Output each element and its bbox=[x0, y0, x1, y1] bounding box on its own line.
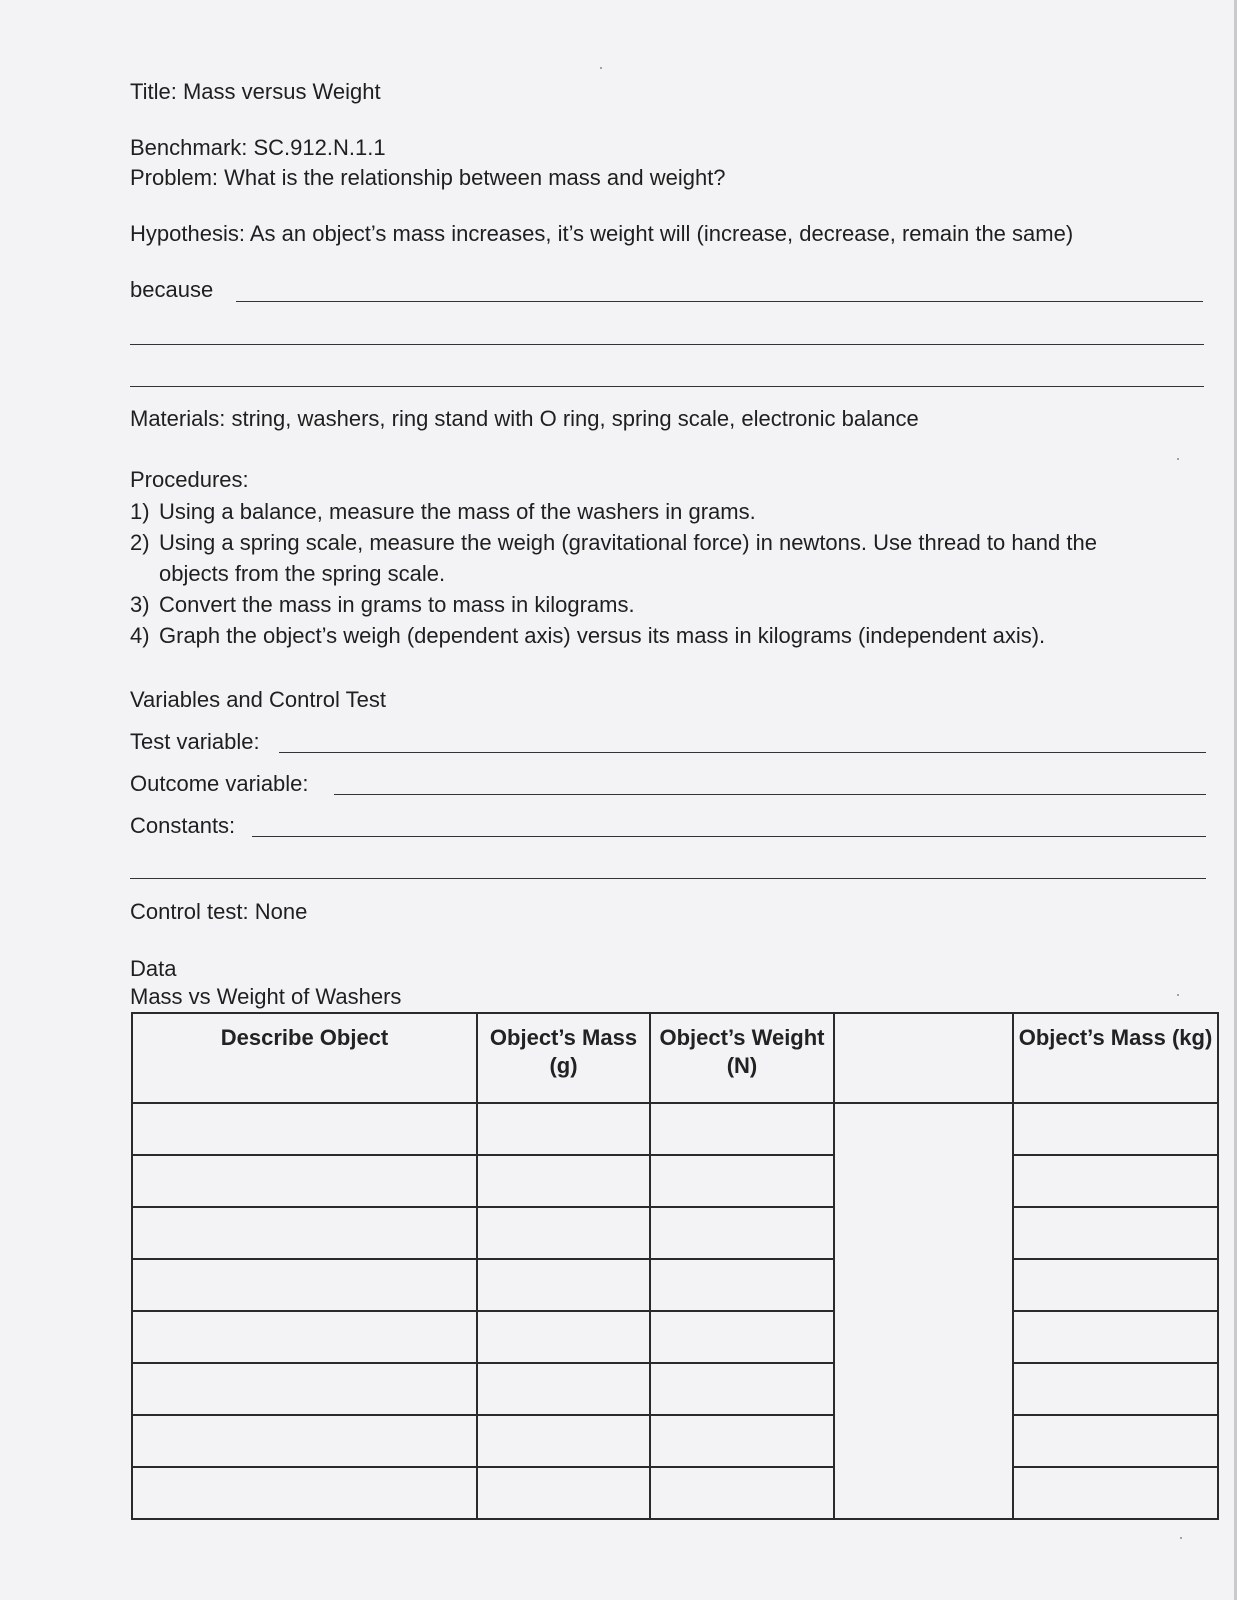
hypothesis-line: Hypothesis: As an object’s mass increases, it’s weight will (increase, decrease, remain the same) bbox=[130, 221, 1074, 246]
cell-mass-kg[interactable] bbox=[1013, 1155, 1218, 1207]
cell-describe-object[interactable] bbox=[132, 1467, 477, 1519]
scan-speck bbox=[1177, 458, 1179, 460]
variables-heading: Variables and Control Test bbox=[130, 687, 386, 712]
because-answer-line[interactable] bbox=[236, 301, 1203, 302]
column-header-describe-object: Describe Object bbox=[132, 1013, 477, 1103]
test-variable-label: Test variable: bbox=[130, 729, 260, 754]
cell-describe-object[interactable] bbox=[132, 1311, 477, 1363]
procedure-step-text: Using a spring scale, measure the weigh (gravitational force) in newtons. Use thread to hand the bbox=[159, 530, 1097, 555]
column-header-mass-kg: Object’s Mass (kg) bbox=[1013, 1013, 1218, 1103]
cell-weight-n[interactable] bbox=[650, 1363, 834, 1415]
cell-weight-n[interactable] bbox=[650, 1207, 834, 1259]
procedures-heading: Procedures: bbox=[130, 467, 249, 492]
cell-weight-n[interactable] bbox=[650, 1155, 834, 1207]
table-row bbox=[132, 1207, 1218, 1259]
because-label: because bbox=[130, 277, 214, 302]
table-row bbox=[132, 1415, 1218, 1467]
cell-mass-g[interactable] bbox=[477, 1363, 650, 1415]
constants-answer-line-2[interactable] bbox=[130, 878, 1206, 879]
cell-mass-kg[interactable] bbox=[1013, 1415, 1218, 1467]
table-row bbox=[132, 1103, 1218, 1155]
cell-describe-object[interactable] bbox=[132, 1363, 477, 1415]
cell-mass-g[interactable] bbox=[477, 1259, 650, 1311]
outcome-variable-label: Outcome variable: bbox=[130, 771, 309, 796]
cell-weight-n[interactable] bbox=[650, 1415, 834, 1467]
problem-line: Problem: What is the relationship between mass and weight? bbox=[130, 165, 726, 190]
procedure-step-text: Using a balance, measure the mass of the washers in grams. bbox=[159, 499, 756, 524]
outcome-variable-answer-line[interactable] bbox=[334, 794, 1206, 795]
table-row bbox=[132, 1155, 1218, 1207]
cell-mass-kg[interactable] bbox=[1013, 1207, 1218, 1259]
data-heading: Data bbox=[130, 956, 177, 981]
table-header-row bbox=[132, 1013, 1218, 1103]
cell-mass-kg[interactable] bbox=[1013, 1467, 1218, 1519]
cell-weight-n[interactable] bbox=[650, 1467, 834, 1519]
cell-mass-g[interactable] bbox=[477, 1103, 650, 1155]
cell-mass-kg[interactable] bbox=[1013, 1259, 1218, 1311]
cell-weight-n[interactable] bbox=[650, 1311, 834, 1363]
column-header-mass-g: Object’s Mass (g) bbox=[477, 1013, 650, 1103]
cell-weight-n[interactable] bbox=[650, 1259, 834, 1311]
cell-mass-g[interactable] bbox=[477, 1207, 650, 1259]
table-title: Mass vs Weight of Washers bbox=[130, 984, 402, 1009]
scan-speck bbox=[1177, 994, 1179, 996]
procedure-step-number: 3) bbox=[130, 592, 150, 617]
procedure-step-text: Graph the object’s weigh (dependent axis) versus its mass in kilograms (independent axis). bbox=[159, 623, 1046, 648]
scan-speck bbox=[1180, 1537, 1182, 1539]
procedure-step-text: Convert the mass in grams to mass in kilograms. bbox=[159, 592, 635, 617]
cell-describe-object[interactable] bbox=[132, 1207, 477, 1259]
scan-speck bbox=[600, 67, 602, 69]
cell-mass-g[interactable] bbox=[477, 1467, 650, 1519]
cell-describe-object[interactable] bbox=[132, 1259, 477, 1311]
table-row bbox=[132, 1467, 1218, 1519]
procedure-step-number: 4) bbox=[130, 623, 150, 648]
column-header-weight-n: Object’s Weight (N) bbox=[650, 1013, 834, 1103]
cell-mass-g[interactable] bbox=[477, 1415, 650, 1467]
procedure-step-number: 2) bbox=[130, 530, 150, 555]
cell-describe-object[interactable] bbox=[132, 1103, 477, 1155]
constants-label: Constants: bbox=[130, 813, 236, 838]
cell-describe-object[interactable] bbox=[132, 1415, 477, 1467]
cell-describe-object[interactable] bbox=[132, 1155, 477, 1207]
because-answer-line-2[interactable] bbox=[130, 344, 1204, 345]
constants-answer-line[interactable] bbox=[252, 836, 1206, 837]
cell-mass-kg[interactable] bbox=[1013, 1363, 1218, 1415]
cell-mass-g[interactable] bbox=[477, 1311, 650, 1363]
procedure-step-number: 1) bbox=[130, 499, 150, 524]
because-answer-line-3[interactable] bbox=[130, 386, 1204, 387]
table-row bbox=[132, 1363, 1218, 1415]
materials-line: Materials: string, washers, ring stand with O ring, spring scale, electronic balance bbox=[130, 406, 919, 431]
procedure-step-text: objects from the spring scale. bbox=[159, 561, 446, 586]
table-row bbox=[132, 1311, 1218, 1363]
worksheet-title: Title: Mass versus Weight bbox=[130, 79, 381, 104]
data-table bbox=[131, 1012, 1219, 1520]
cell-mass-kg[interactable] bbox=[1013, 1311, 1218, 1363]
test-variable-answer-line[interactable] bbox=[279, 752, 1206, 753]
cell-blank-merged bbox=[834, 1103, 1013, 1519]
column-header-blank bbox=[834, 1013, 1013, 1103]
cell-mass-kg[interactable] bbox=[1013, 1103, 1218, 1155]
cell-mass-g[interactable] bbox=[477, 1155, 650, 1207]
table-row bbox=[132, 1259, 1218, 1311]
cell-weight-n[interactable] bbox=[650, 1103, 834, 1155]
benchmark-line: Benchmark: SC.912.N.1.1 bbox=[130, 135, 386, 160]
control-test-line: Control test: None bbox=[130, 899, 308, 924]
